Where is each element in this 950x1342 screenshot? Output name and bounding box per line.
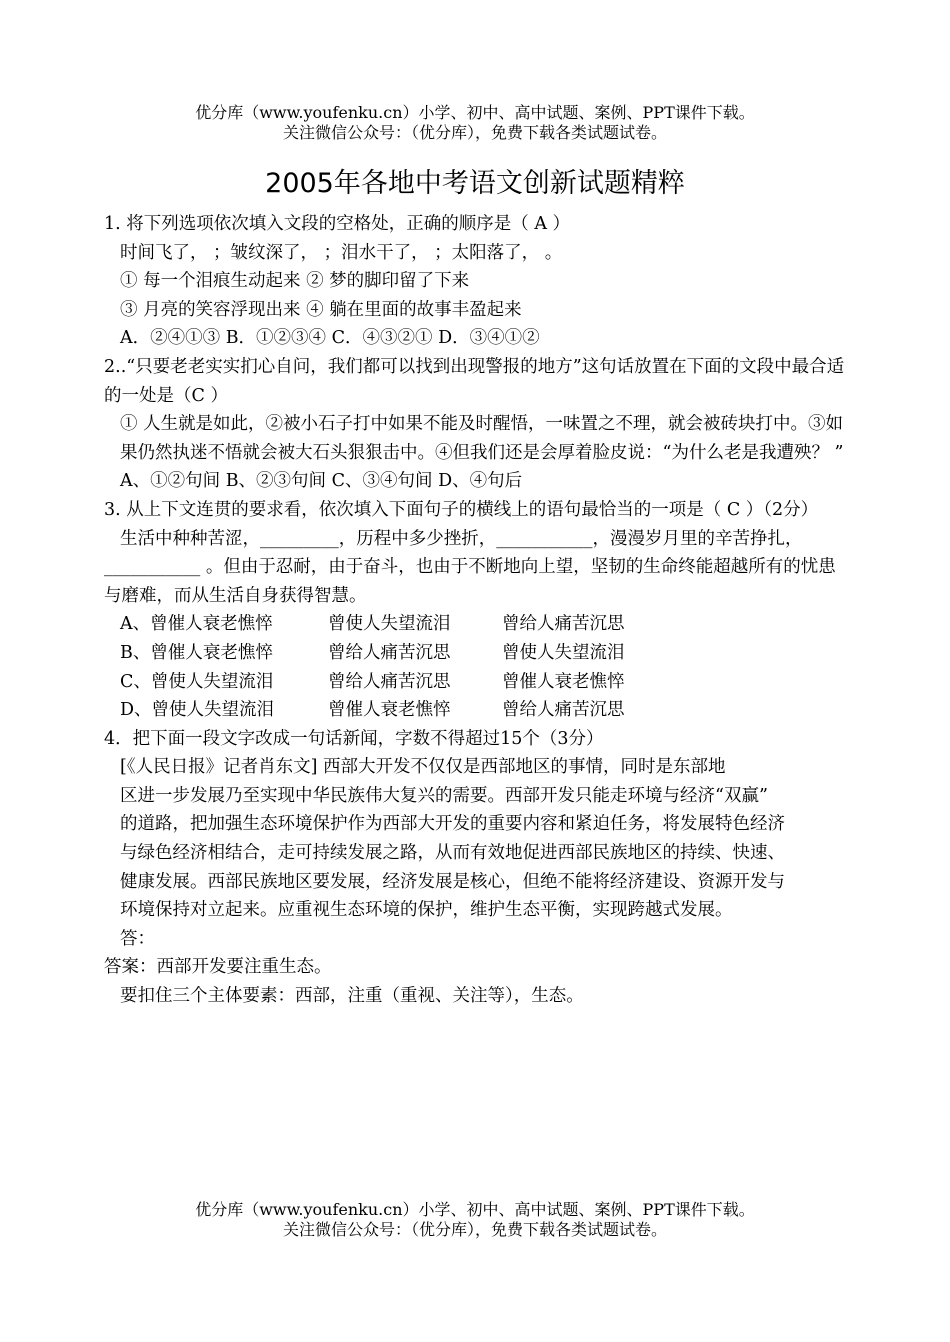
page-title: 2005年各地中考语文创新试题精粹 xyxy=(265,168,685,199)
header-line-1: 优分库（www.youfenku.cn）小学、初中、高中试题、案例、PPT课件下载。 xyxy=(195,103,755,122)
q4-passage-line: [《人民日报》记者肖东文] 西部大开发不仅仅是西部地区的事情，同时是东部地 xyxy=(120,757,726,778)
q1-options-1-2: ① 每一个泪痕生动起来 ② 梦的脚印留了下来 xyxy=(120,271,470,292)
q2-answer-choices: A、①②句间 B、②③句间 C、③④句间 D、④句后 xyxy=(120,471,523,492)
footer-line-2: 关注微信公众号：（优分库），免费下载各类试题试卷。 xyxy=(282,1220,667,1239)
q4-answer: 答案：西部开发要注重生态。 xyxy=(104,957,332,978)
q2-passage-text: ① 人生就是如此，②被小石子打中如果不能及时醒悟，一味置之不理，就会被砖块打中。③如果仍然执迷不悟就会被大石头狠狠击中。④但我们还是会厚着脸皮说：“为什么老是我遭殃？ ” xyxy=(120,414,844,463)
q4-passage-line: 区进一步发展乃至实现中华民族伟大复兴的需要。西部开发只能走环境与经济“双赢” xyxy=(120,785,768,806)
header-line-2: 关注微信公众号：（优分库），免费下载各类试题试卷。 xyxy=(282,123,667,142)
q4-scoring-note: 要扣住三个主体要素：西部，注重（重视、关注等），生态。 xyxy=(120,986,584,1007)
page-header xyxy=(0,103,950,143)
q1-answer-choices: A．②④①③ B．①②③④ C．④③②① D．③④①② xyxy=(120,328,540,349)
q2-passage xyxy=(104,410,848,467)
q3-option-row: C、曾使人失望流泪 曾给人痛苦沉思 曾催人衰老憔悴 xyxy=(120,671,625,692)
q4-passage-line: 的道路，把加强生态环境保护作为西部大开发的重要内容和紧迫任务，将发展特色经济 xyxy=(120,814,785,835)
q4-answer-label: 答： xyxy=(120,928,155,949)
q3-option-row: B、曾催人衰老憔悴 曾给人痛苦沉思 曾使人失望流泪 xyxy=(120,642,625,663)
q4-stem: 4．把下面一段文字改成一句话新闻，字数不得超过15个（3分） xyxy=(104,728,604,749)
q1-options-3-4: ③ 月亮的笑容浮现出来 ④ 躺在里面的故事丰盈起来 xyxy=(120,299,522,320)
q4-passage-line: 与绿色经济相结合，走可持续发展之路，从而有效地促进西部民族地区的持续、快速、 xyxy=(120,843,785,864)
q4-passage-line: 环境保持对立起来。应重视生态环境的保护，维护生态平衡，实现跨越式发展。 xyxy=(120,900,733,921)
q4-passage-line: 健康发展。西部民族地区要发展，经济发展是核心，但绝不能将经济建设、资源开发与 xyxy=(120,871,785,892)
page-footer xyxy=(0,1200,950,1240)
document-body xyxy=(104,210,848,1011)
q3-option-row: D、曾使人失望流泪 曾催人衰老憔悴 曾给人痛苦沉思 xyxy=(120,700,625,721)
q3-option-row: A、曾催人衰老憔悴 曾使人失望流泪 曾给人痛苦沉思 xyxy=(120,614,625,635)
q3-stem: 3. 从上下文连贯的要求看，依次填入下面句子的横线上的语句最恰当的一项是（ C ）（2分） xyxy=(104,499,819,520)
q2-stem: 2..“只要老老实实扪心自问，我们都可以找到出现警报的地方”这句话放置在下面的文段中最合适的一处是（C ） xyxy=(104,356,845,406)
q1-stem: 1. 将下列选项依次填入文段的空格处，正确的顺序是（ A ） xyxy=(104,214,571,234)
q1-passage: 时间飞了， ；皱纹深了， ；泪水干了， ；太阳落了， 。 xyxy=(120,242,563,263)
footer-line-1: 优分库（www.youfenku.cn）小学、初中、高中试题、案例、PPT课件下载。 xyxy=(195,1200,755,1219)
q3-options xyxy=(104,610,848,724)
q3-passage: 生活中种种苦涩，_________，历程中多少挫折，___________，漫漫岁月里的辛苦挣扎，___________ 。但由于忍耐，由于奋斗，也由于不断地向上望，坚韧的生命终能超越所有的忧患与磨难，而从生活自身获得智慧。 xyxy=(104,528,836,606)
